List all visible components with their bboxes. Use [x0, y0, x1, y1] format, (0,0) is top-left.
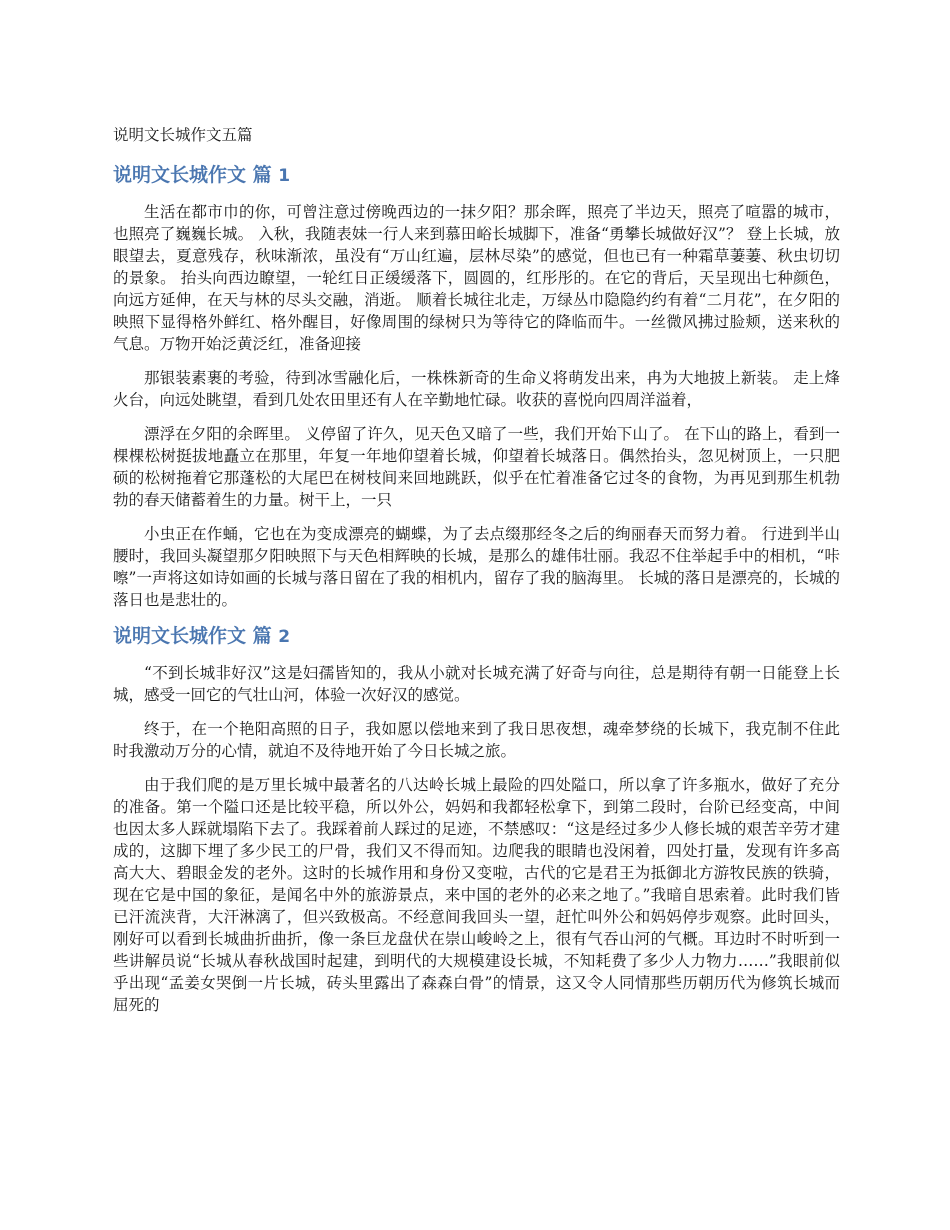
paragraph: 那银装素裹的考验，待到冰雪融化后，一株株新奇的生命义将萌发出来，冉为大地披上新装。 走上烽火台，向远处眺望，看到几处农田里还有人在辛勤地忙碌。收获的喜悦向四周洋溢着，	[113, 369, 840, 409]
paragraph: 小虫正在作蛹，它也在为变成漂亮的蝴蝶，为了去点缀那经冬之后的绚丽春天而努力着。 行进到半山腰时，我回头凝望那夕阳映照下与天色相辉映的长城，是那么的雄伟壮丽。我忍不住举起手中的相机，“咔嚓”一声将这如诗如画的长城与落日留在了我的相机内，留存了我的脑海里。 长城的落日是漂亮的，长城的落日也是悲壮的。	[113, 525, 840, 609]
section-heading-number: 2	[278, 627, 291, 647]
paragraph: 由于我们爬的是万里长城中最著名的八达岭长城上最险的四处隘口，所以拿了许多瓶水，做好了充分的准备。第一个隘口还是比较平稳，所以外公，妈妈和我都轻松拿下，到第二段时，台阶已经变高，中间也因太多人踩就塌陷下去了。我踩着前人踩过的足迹，不禁感叹：“这是经过多少人修长城的艰苦辛劳才建成的，这脚下埋了多少民工的尸骨，我们又不得而知。边爬我的眼睛也没闲着，四处打量，发现有许多高高大大、碧眼金发的老外。这时的长城作用和身份又变啦，古代的它是君王为抵御北方游牧民族的铁骑，现在它是中国的象征，是闻名中外的旅游景点，来中国的老外的必来之地了。”我暗自思索着。此时我们皆已汗流浃背，大汗淋漓了，但兴致极高。不经意间我回头一望，赶忙叫外公和妈妈停步观察。此时回头，刚好可以看到长城曲折曲折，像一条巨龙盘伏在崇山峻岭之上，很有气吞山河的气概。耳边时不时听到一些讲解员说“长城从春秋战国时起建，到明代的大规模建设长城，不知耗费了多少人力物力……”我眼前似乎出现“孟姜女哭倒一片长城，砖头里露出了森森白骨”的情景，这又令人同情那些历朝历代为修筑长城而屈死的	[113, 776, 840, 1014]
section-heading-suffix: 篇	[252, 164, 272, 186]
document-title: 说明文长城作文五篇	[113, 126, 253, 144]
section-heading-text: 说明文长城作文	[113, 625, 247, 647]
section-heading-suffix: 篇	[252, 625, 272, 647]
paragraph: 漂浮在夕阳的余晖里。 义停留了许久，见天色又暗了一些，我们开始下山了。 在下山的路上，看到一棵棵松树挺拔地矗立在那里，年复一年地仰望着长城，仰望着长城落日。偶然抬头，忽见树顶上，一只肥硕的松树拖着它那蓬松的大尾巴在树枝间来回地跳跃，似乎在忙着准备它过冬的食物，为再见到那生机勃勃的春天储蓄着生的力量。树干上，一只	[113, 425, 840, 509]
paragraph: 生活在都市巾的你，可曾注意过傍晚西边的一抹夕阳？那余晖，照亮了半边天，照亮了喧嚣的城市，也照亮了巍巍长城。 入秋，我随表妹一行人来到慕田峪长城脚下，准备“勇攀长城做好汉”？ 登上长城，放眼望去，夏意残存，秋味渐浓，虽没有“万山红遍，层林尽染”的感觉，但也已有一种霜草萋萋、秋虫切切的景象。 抬头向西边瞭望，一轮红日正缓缓落下，圆圆的，红彤彤的。在它的背后，天呈现出七种颜色，向远方延伸，在天与林的尽头交融，消逝。 顺着长城往北走，万绿丛巾隐隐约约有着“二月花”，在夕阳的映照下显得格外鲜红、格外醒目，好像周围的绿树只为等待它的降临而牛。一丝微风拂过脸颊，送来秋的气息。万物开始泛黄泛红，准备迎接	[113, 203, 840, 353]
section-heading-text: 说明文长城作文	[113, 164, 247, 186]
section-heading-1	[113, 162, 840, 189]
section-heading-number: 1	[278, 166, 291, 186]
paragraph: “不到长城非好汉”这是妇孺皆知的，我从小就对长城充满了好奇与向往，总是期待有朝一日能登上长城，感受一回它的气壮山河，体验一次好汉的感觉。	[113, 664, 840, 704]
paragraph: 终于，在一个艳阳高照的日子，我如愿以偿地来到了我日思夜想，魂牵梦绕的长城下，我克制不住此时我激动万分的心情，就迫不及待地开始了今日长城之旅。	[113, 720, 840, 760]
section-heading-2	[113, 623, 840, 650]
document-page	[113, 124, 840, 1028]
